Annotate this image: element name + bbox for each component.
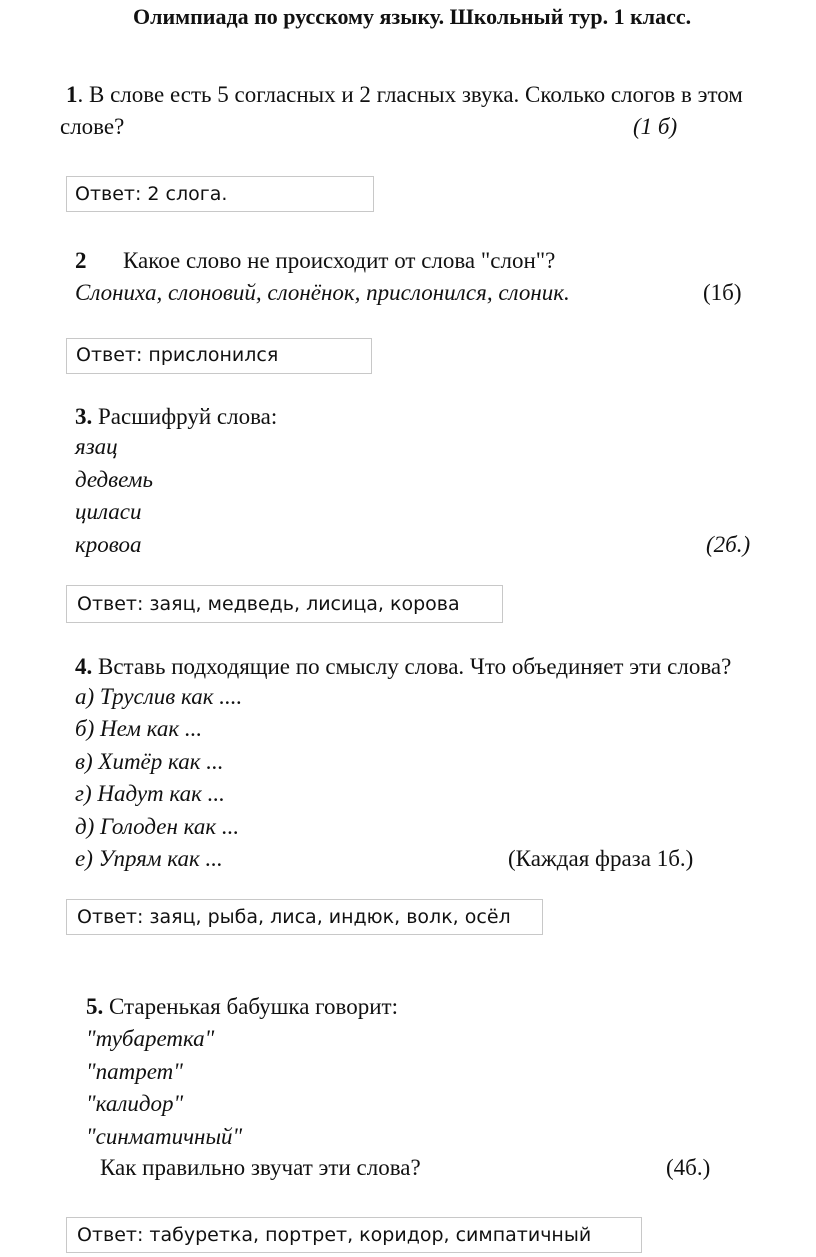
question-2-number: 2 (75, 248, 87, 273)
question-5-word: "патрет" (86, 1059, 183, 1084)
question-1-line2: слове? (60, 114, 125, 139)
question-3-line (75, 402, 277, 432)
question-4-item: е) Упрям как ... (75, 846, 223, 871)
answer-4-text: Ответ: заяц, рыба, лиса, индюк, волк, осёл (77, 906, 511, 928)
answer-3-text: Ответ: заяц, медведь, лисица, корова (77, 593, 460, 615)
question-4-item: б) Нем как ... (75, 716, 203, 741)
question-5-text: Старенькая бабушка говорит: (103, 994, 398, 1019)
question-5-points: (4б.) (666, 1155, 711, 1180)
question-4-line (75, 652, 731, 682)
question-5-word: "калидор" (86, 1091, 184, 1116)
question-5-word: "тубаретка" (86, 1026, 215, 1051)
question-4-number: 4. (75, 654, 93, 679)
question-4-item: в) Хитёр как ... (75, 749, 224, 774)
answer-2-text: Ответ: прислонился (76, 344, 279, 366)
question-2-points: (1б) (703, 280, 742, 305)
question-1-points: (1 б) (633, 114, 678, 139)
question-5-number: 5. (86, 994, 104, 1019)
question-4-points: (Каждая фраза 1б.) (508, 846, 694, 871)
question-4-item: д) Голоден как ... (75, 814, 240, 839)
answer-1-text: Ответ: 2 слога. (75, 183, 228, 205)
question-3-text: Расшифруй слова: (92, 404, 278, 429)
question-5-word: "синматичный" (86, 1124, 243, 1149)
question-3-points: (2б.) (706, 532, 751, 557)
answer-5-text: Ответ: табуретка, портрет, коридор, симпатичный (77, 1224, 592, 1246)
question-2-words: Слониха, слоновий, слонёнок, прислонился, слоник. (75, 280, 570, 305)
question-3-word: язац (75, 434, 118, 459)
page-title: Олимпиада по русскому языку. Школьный тур. 1 класс. (133, 4, 692, 29)
question-5-question: Как правильно звучат эти слова? (100, 1155, 421, 1180)
question-5-line (86, 992, 398, 1022)
question-4-item: а) Труслив как .... (75, 684, 243, 709)
question-1-text: . В слове есть 5 согласных и 2 гласных звука. Сколько слогов в этом (77, 82, 743, 107)
question-3-number: 3. (75, 404, 93, 429)
question-3-word: дедвемь (75, 467, 153, 492)
question-1-number: 1 (66, 82, 78, 107)
question-3-word: кровоа (75, 532, 142, 557)
question-3-word: цилаcи (75, 499, 142, 524)
question-4-item: г) Надут как ... (75, 781, 225, 806)
question-1-line1 (66, 80, 743, 110)
question-2-text: Какое слово не происходит от слова "слон"? (123, 248, 556, 273)
question-4-text: Вставь подходящие по смыслу слова. Что объединяет эти слова? (92, 654, 732, 679)
